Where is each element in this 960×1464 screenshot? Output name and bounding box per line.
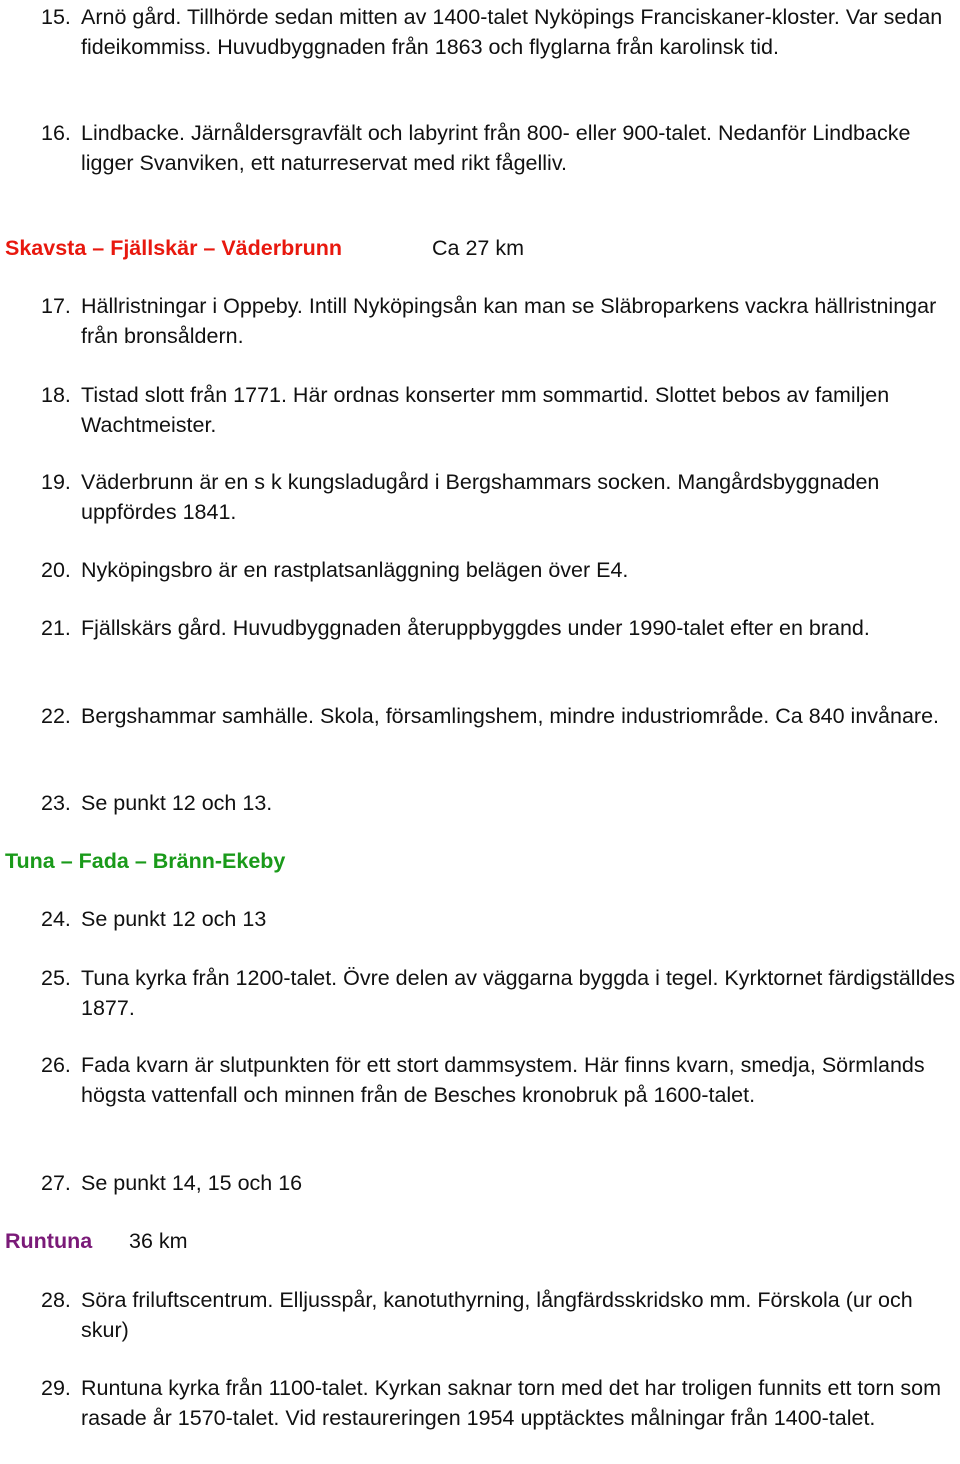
list-item [41,1286,956,1345]
item-text: Bergshammar samhälle. Skola, församlingshem, mindre industriområde. Ca 840 invånare. [81,704,939,728]
list-item [41,119,956,178]
item-number: 23. [41,791,71,815]
item-number: 20. [41,558,71,582]
list-item [41,702,956,732]
list-item [41,789,956,819]
item-number: 19. [41,470,71,494]
item-text: Fjällskärs gård. Huvudbyggnaden återuppbyggdes under 1990-talet efter en brand. [81,616,870,640]
item-text: Tuna kyrka från 1200-talet. Övre delen av väggarna byggda i tegel. Kyrktornet färdigställdes 1877. [81,966,956,1020]
list-item [41,556,956,586]
item-text: Hällristningar i Oppeby. Intill Nyköpingsån kan man se Släbroparkens vackra hällristningar från bronsåldern. [81,294,937,348]
section-heading-skavsta [5,234,342,264]
list-item [41,292,956,351]
item-number: 25. [41,966,71,990]
item-number: 22. [41,704,71,728]
item-text: Se punkt 14, 15 och 16 [81,1171,303,1195]
item-number: 17. [41,294,71,318]
section-heading-runtuna [5,1227,92,1257]
list-item [41,1051,956,1110]
item-number: 21. [41,616,71,640]
item-number: 18. [41,383,71,407]
item-text: Tistad slott från 1771. Här ordnas konserter mm sommartid. Slottet bebos av familjen Wachtmeister. [81,383,890,437]
section-title: Runtuna [5,1229,93,1253]
item-text: Nyköpingsbro är en rastplatsanläggning belägen över E4. [81,558,629,582]
item-number: 24. [41,907,71,931]
section-distance: 36 km [129,1229,188,1253]
item-text: Se punkt 12 och 13. [81,791,273,815]
list-item [41,1374,956,1433]
item-number: 29. [41,1376,71,1400]
list-item [41,468,956,527]
item-text: Runtuna kyrka från 1100-talet. Kyrkan saknar torn med det har troligen funnits ett torn som rasade år 1570-talet. Vid restaureringen 1954 upptäcktes målningar från 1400-talet. [81,1376,942,1430]
item-number: 16. [41,121,71,145]
item-text: Söra friluftscentrum. Elljusspår, kanotuthyrning, långfärdsskridsko mm. Förskola (ur och skur) [81,1288,913,1342]
item-number: 28. [41,1288,71,1312]
list-item [41,905,956,935]
list-item [41,1169,956,1199]
item-text: Arnö gård. Tillhörde sedan mitten av 1400-talet Nyköpings Franciskaner-kloster. Var sedan fideikommiss. Huvudbyggnaden från 1863 och flyglarna från karolinsk tid. [81,5,943,59]
section-title: Tuna – Fada – Bränn-Ekeby [5,849,286,873]
list-item [41,3,956,62]
item-number: 15. [41,5,71,29]
section-heading-tuna [5,847,285,877]
list-item [41,614,956,644]
item-number: 27. [41,1171,71,1195]
list-item [41,964,956,1023]
list-item [41,381,956,440]
item-text: Väderbrunn är en s k kungsladugård i Bergshammars socken. Mangårdsbyggnaden uppfördes 1841. [81,470,880,524]
section-title: Skavsta – Fjällskär – Väderbrunn [5,236,342,260]
item-text: Fada kvarn är slutpunkten för ett stort dammsystem. Här finns kvarn, smedja, Sörmlands högsta vattenfall och minnen från de Besches kronobruk på 1600-talet. [81,1053,925,1107]
item-text: Lindbacke. Järnåldersgravfält och labyrint från 800- eller 900-talet. Nedanför Lindbacke ligger Svanviken, ett naturreservat med rikt fågelliv. [81,121,911,175]
item-number: 26. [41,1053,71,1077]
section-distance: Ca 27 km [432,236,525,260]
item-text: Se punkt 12 och 13 [81,907,267,931]
